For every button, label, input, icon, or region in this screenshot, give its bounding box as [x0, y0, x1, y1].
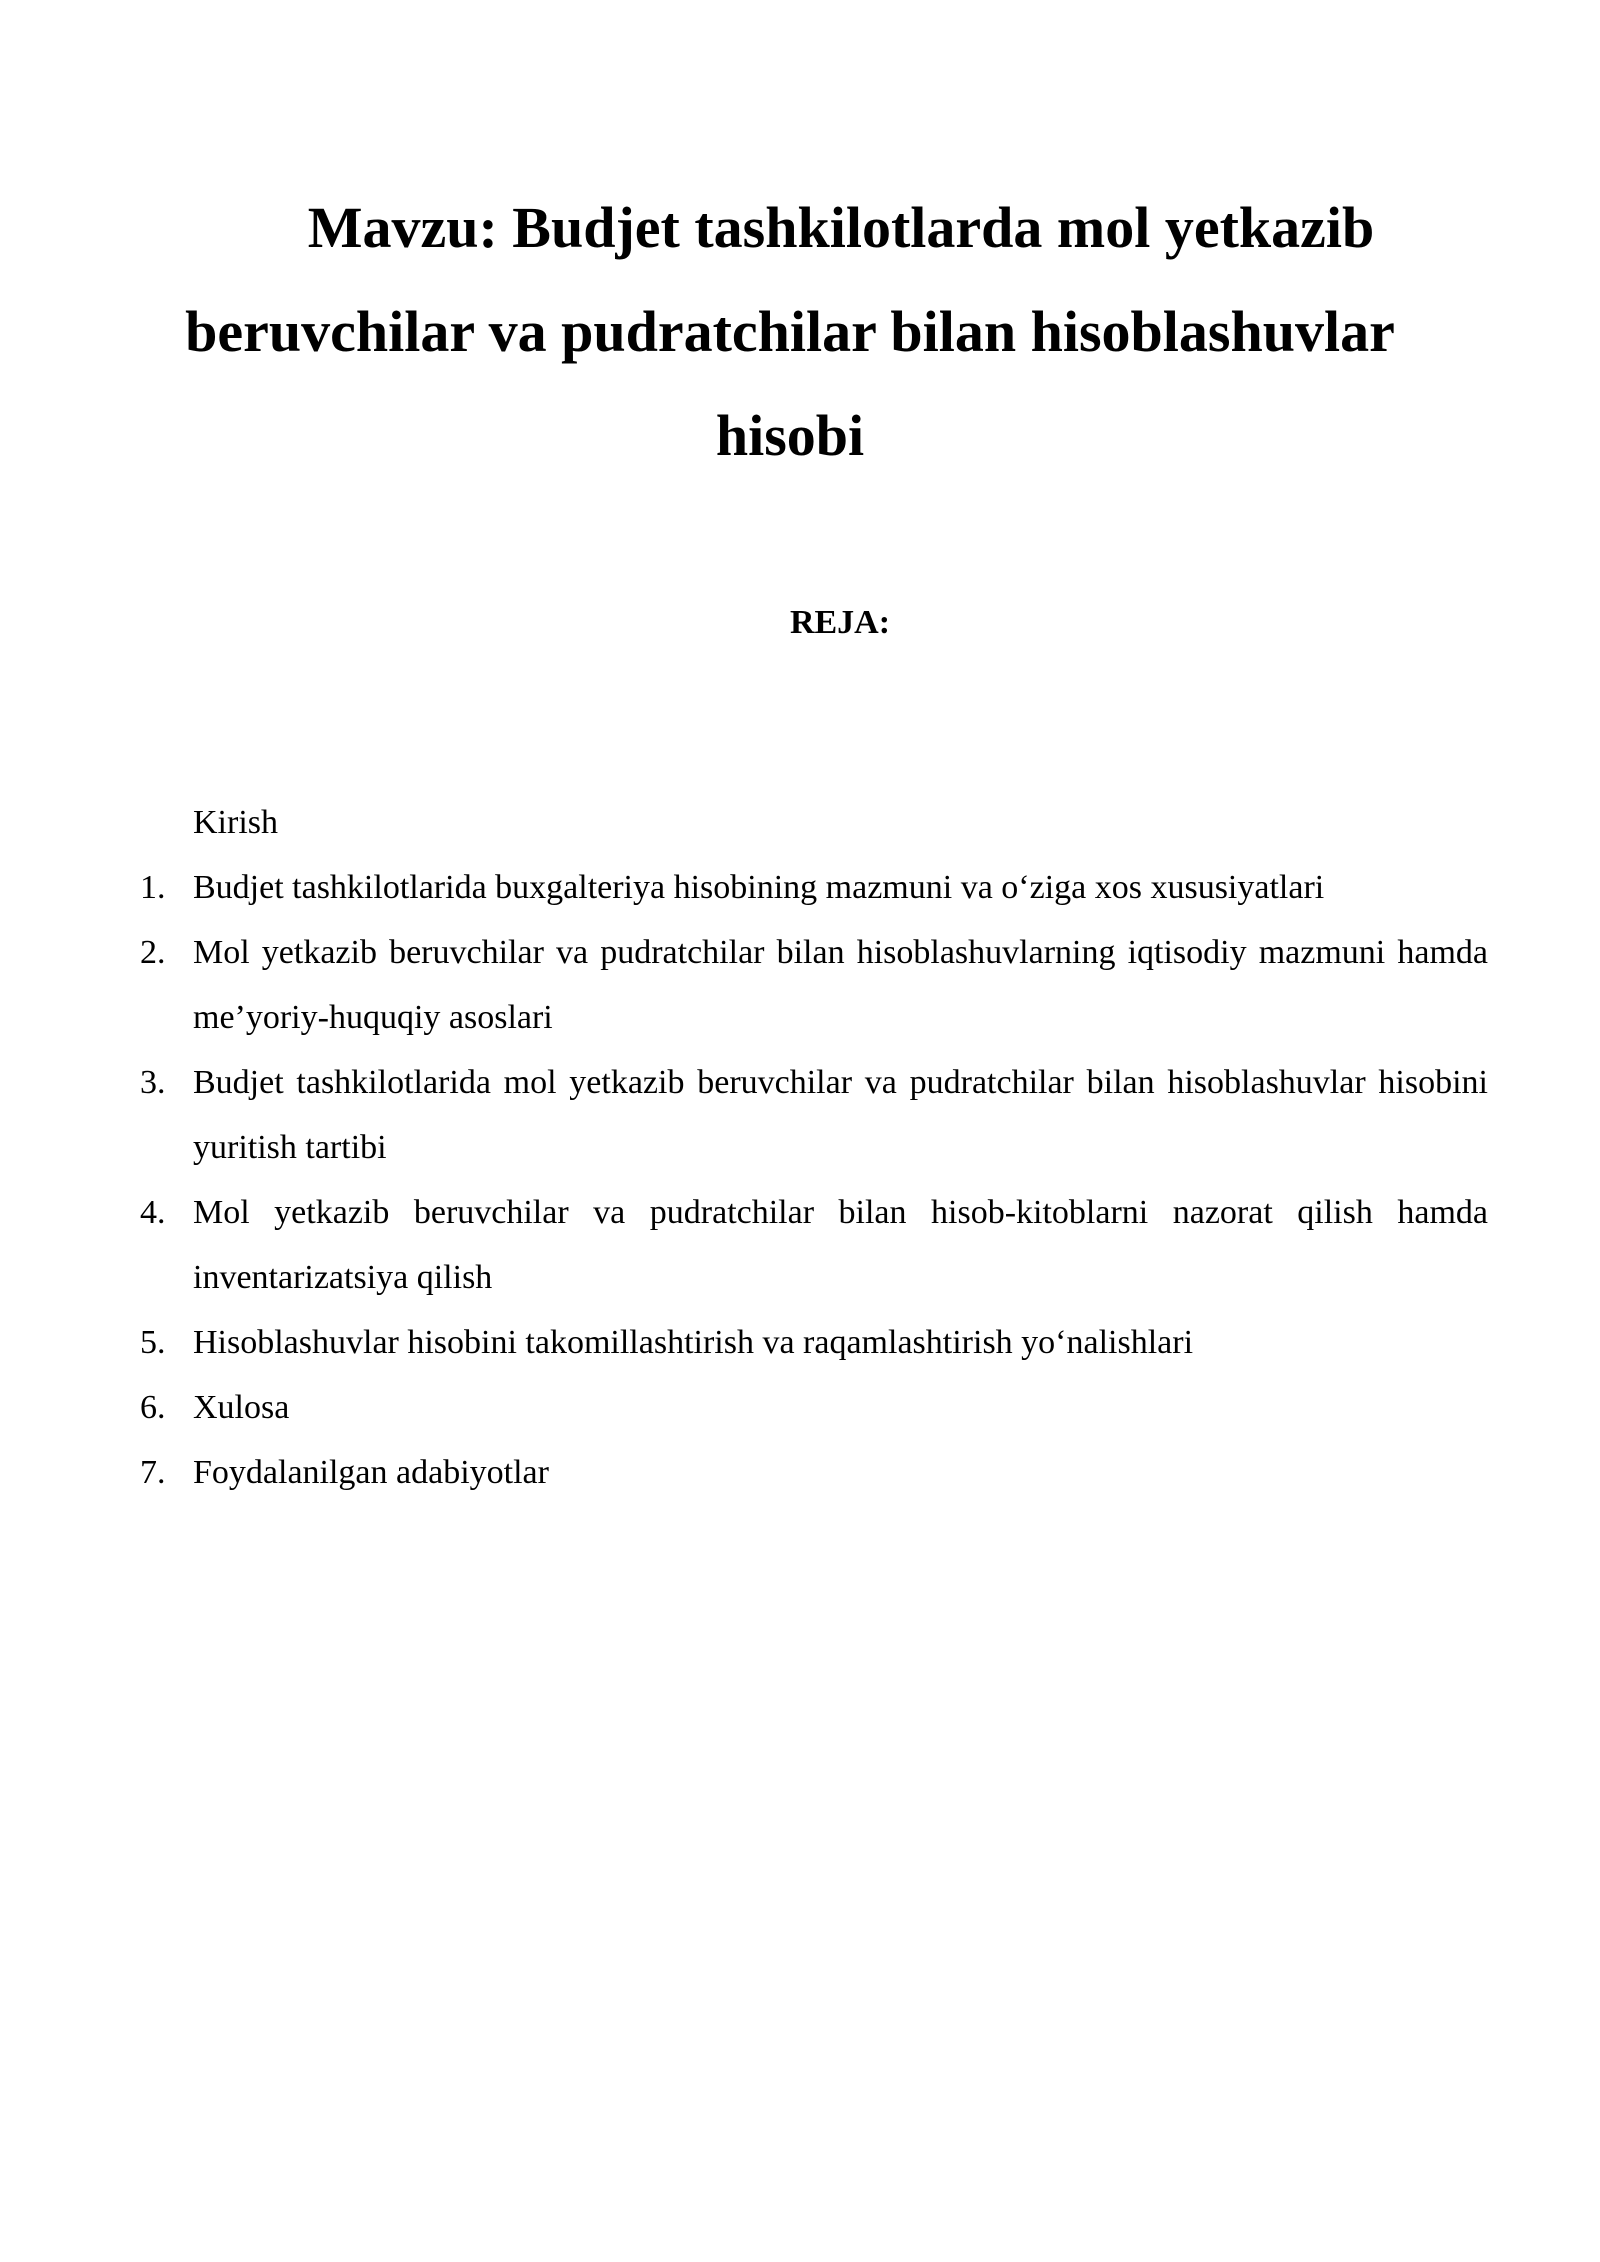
list-item-text: Xulosa [193, 1389, 290, 1426]
list-item-number: 3. [140, 1064, 166, 1101]
plan-intro: Kirish [193, 804, 278, 841]
list-item-number: 4. [140, 1194, 166, 1231]
list-item-text: Foydalanilgan adabiyotlar [193, 1454, 549, 1491]
list-item-number: 6. [140, 1389, 166, 1426]
list-item-text: Mol yetkazib beruvchilar va pudratchilar bilan hisob-kitoblarni nazorat qilish hamda inventarizatsiya qilish [193, 1194, 1488, 1296]
list-item [140, 920, 1488, 1050]
list-item-number: 2. [140, 934, 166, 971]
list-item [140, 1310, 1488, 1375]
list-item [140, 1180, 1488, 1310]
list-item [140, 1050, 1488, 1180]
list-item-number: 7. [140, 1454, 166, 1491]
document-title [160, 176, 1420, 488]
list-item-number: 5. [140, 1324, 166, 1361]
plan-list [140, 855, 1488, 1505]
list-item [140, 1375, 1488, 1440]
title-line-2: beruvchilar va pudratchilar bilan hisoblashuvlar [185, 299, 1395, 364]
list-item-text: Mol yetkazib beruvchilar va pudratchilar bilan hisoblashuvlarning iqtisodiy mazmuni hamda me’yoriy-huquqiy asoslari [193, 934, 1488, 1036]
title-line-3: hisobi [715, 403, 865, 468]
title-line-1: Mavzu: Budjet tashkilotlarda mol yetkazib [307, 195, 1375, 260]
plan-heading: REJA: [789, 604, 891, 641]
list-item-text: Hisoblashuvlar hisobini takomillashtirish va raqamlashtirish yo‘nalishlari [193, 1324, 1194, 1361]
plan-section [140, 790, 1488, 1505]
list-item [140, 855, 1488, 920]
list-item-text: Budjet tashkilotlarida mol yetkazib beruvchilar va pudratchilar bilan hisoblashuvlar hisobini yuritish tartibi [193, 1064, 1488, 1166]
list-item-number: 1. [140, 869, 166, 906]
list-item [140, 1440, 1488, 1505]
list-item-text: Budjet tashkilotlarida buxgalteriya hisobining mazmuni va o‘ziga xos xususiyatlari [193, 869, 1325, 906]
